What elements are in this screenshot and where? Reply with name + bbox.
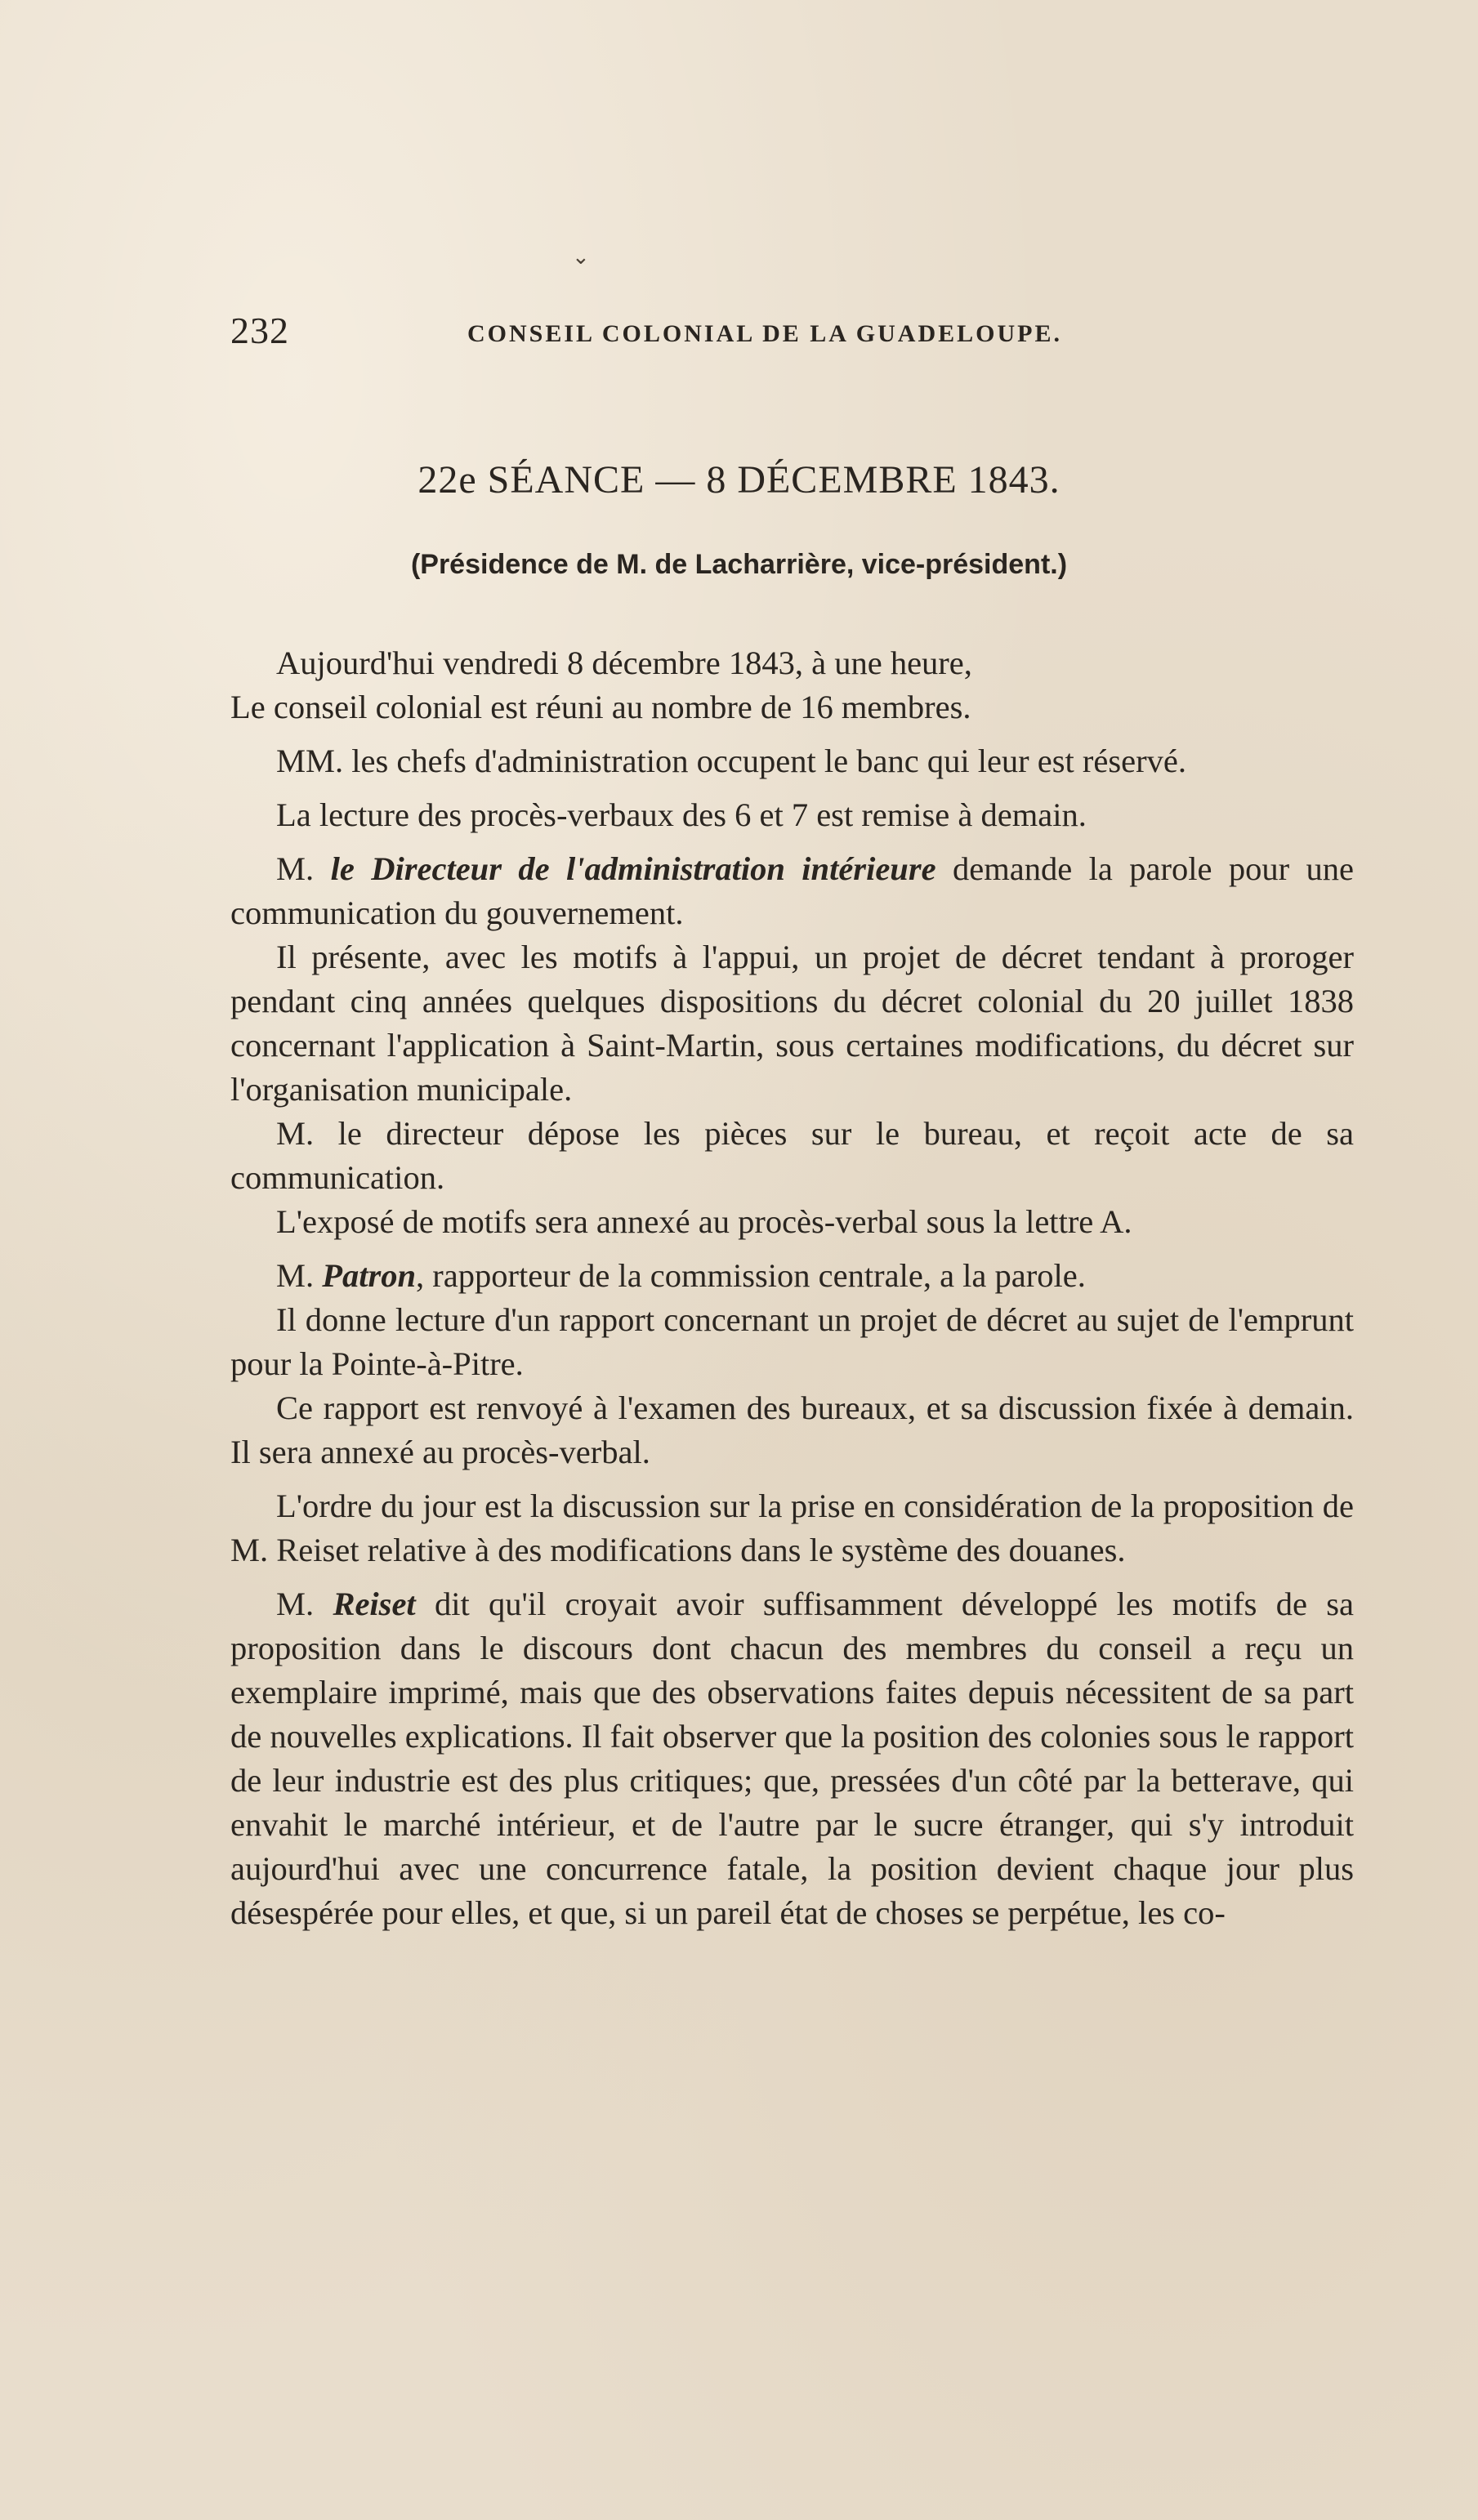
speaker-name: Reiset — [333, 1586, 416, 1622]
speaker-prefix: M. — [276, 1257, 323, 1294]
paragraph-administration: MM. les chefs d'administration occupent le banc qui leur est réservé. — [276, 743, 1186, 779]
session-presidency: (Présidence de M. de Lacharrière, vice-président.) — [410, 549, 1068, 580]
session-title: 22e SÉANCE — 8 DÉCEMBRE 1843. — [418, 458, 1060, 502]
paragraph-opening-date: Aujourd'hui vendredi 8 décembre 1843, à une heure, — [276, 644, 972, 681]
paragraph-annex-a: L'exposé de motifs sera annexé au procès-verbal sous la lettre A. — [276, 1203, 1132, 1240]
paragraph-text: dit qu'il croyait avoir suffisamment développé les motifs de sa proposition dans le discours dont chacun des membres du conseil a reçu un exemplaire imprimé, mais que des observations faites depuis nécessitent de sa part de nouvelles explications. Il fait observer que la position des colonies sous le rapport de leur industrie est des plus critiques; que, pressées d'un côté par la betterave, qui envahit le marché intérieur, et de l'autre par le sucre étranger, qui s'y introduit aujourd'hui avec une concurrence fatale, la position devient chaque jour plus désespérée pour elles, et que, si un pareil état de choses se perpétue, les co- — [230, 1586, 1354, 1931]
paragraph-reiset — [230, 1582, 1354, 1935]
paragraph-decree-project: Il présente, avec les motifs à l'appui, un projet de décret tendant à proroger pendant cinq années quelques dispositions du décret colonial du 20 juillet 1838 concernant l'application à Saint-Martin, sous certaines modifications, du décret sur l'organisation municipale. — [230, 939, 1354, 1108]
printer-mark-icon: ⌄ — [572, 245, 590, 269]
paragraph-text: demande la parole pour une communication du gouvernement. — [230, 850, 1355, 931]
paragraph-director-deposit: M. le directeur dépose les pièces sur le bureau, et reçoit acte de sa communication. — [230, 1115, 1354, 1196]
speaker-prefix: M. — [276, 850, 331, 887]
paragraph-text: , rapporteur de la commission centrale, a la parole. — [416, 1257, 1086, 1294]
paragraph-report-referral: Ce rapport est renvoyé à l'examen des bureaux, et sa discussion fixée à demain. Il sera annexé au procès-verbal. — [230, 1389, 1354, 1470]
page-number: 232 — [230, 310, 289, 351]
speaker-prefix: M. — [276, 1586, 333, 1622]
paragraph-quorum: Le conseil colonial est réuni au nombre de 16 membres. — [230, 689, 971, 725]
speaker-name: le Directeur de l'administration intérieure — [330, 850, 936, 887]
session-minutes — [230, 641, 1354, 1945]
speaker-name: Patron — [322, 1257, 417, 1294]
paragraph-minutes-reading: La lecture des procès-verbaux des 6 et 7 est remise à demain. — [276, 796, 1087, 833]
page-header — [230, 309, 1358, 358]
paragraph-director-request — [230, 847, 1354, 935]
paragraph-order-of-day: L'ordre du jour est la discussion sur la prise en considération de la proposition de M. Reiset relative à des modifications dans le système des douanes. — [230, 1487, 1354, 1568]
paragraph-patron — [230, 1254, 1354, 1298]
running-head: CONSEIL COLONIAL DE LA GUADELOUPE. — [467, 320, 1062, 347]
paragraph-loan-report: Il donne lecture d'un rapport concernant un projet de décret au sujet de l'emprunt pour la Pointe-à-Pitre. — [230, 1301, 1354, 1382]
